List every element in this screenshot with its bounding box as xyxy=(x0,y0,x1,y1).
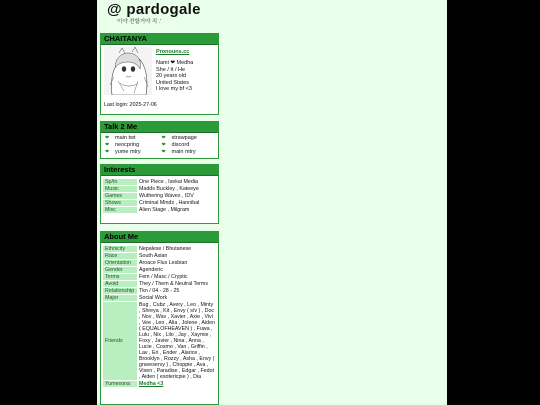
about-panel xyxy=(100,231,219,405)
table-row xyxy=(103,186,217,192)
bio-line: I love my bf <3 xyxy=(156,86,192,93)
table-row xyxy=(103,302,217,380)
row-value: Nepalese / Bhutanese xyxy=(139,246,192,252)
table-row xyxy=(103,246,217,252)
pronouns-link[interactable]: Pronouns.cc xyxy=(156,49,190,55)
page-title: @ pardogale xyxy=(107,1,201,18)
table-row xyxy=(103,207,217,213)
row-value: Social Work xyxy=(139,295,168,301)
table-row xyxy=(103,179,217,185)
row-label: Friends xyxy=(103,302,137,380)
talk-row xyxy=(105,149,217,156)
row-label: Orientation xyxy=(103,260,137,266)
interests-panel xyxy=(100,164,219,224)
row-value: Bug , Cubz , Avery , Leo , Minty , Shreya , Kit , Envy ( s/v ) , Doc , Nov , Wav , Xavier , Axie , Vivi , Vee , Leo , Alia , Jolene , Aiden ( EQUALOFHEAVEN ) , Fuwa , Lulu , Nix , Lilo , Jay , Xaymie , Foxy , Javier , Nina , Anna , Lucie , Cosmo , Van , Griffin , Lav , Eri , Ender , Alarice , Brooklyn , Rozzy , Asha , Envy ( graveservy ) , Choppie , Ava , Vixen , Paradise , Edgar , Fedot , Aiden ( esotericpie ) , Dia xyxy=(139,302,215,380)
row-value: Tkn / 04 - 28 - 25 xyxy=(139,288,180,294)
row-label: Shows xyxy=(103,200,137,206)
row-value: Aroace Flux Lesbian xyxy=(139,260,188,266)
bio-line: She / It / He xyxy=(156,66,186,73)
talk-panel xyxy=(100,121,219,159)
bio-line: Nami ❤ Medha xyxy=(156,60,194,67)
link-main-mtry[interactable]: main mtry xyxy=(171,149,196,155)
talk-links xyxy=(105,135,217,156)
row-value: South Asian xyxy=(139,253,168,259)
row-label: Ethnicity xyxy=(103,246,137,252)
interests-heading: Interests xyxy=(101,165,218,176)
link-main-twt[interactable]: main twt xyxy=(115,135,136,141)
row-value: Madds Buckley , Kateeye xyxy=(139,186,199,192)
link-neocpring[interactable]: neocpring xyxy=(115,142,140,148)
row-label: Avoid xyxy=(103,281,137,287)
profile-heading: CHAITANYA xyxy=(101,34,218,45)
table-row xyxy=(103,274,217,280)
row-value: Fem / Masc / Cryptic xyxy=(139,274,188,280)
row-label: Misc xyxy=(103,207,137,213)
table-row xyxy=(103,200,217,206)
talk-row xyxy=(105,135,217,142)
table-row xyxy=(103,281,217,287)
heart-icon: ❤ xyxy=(161,135,166,141)
talk-row xyxy=(105,142,217,149)
table-row xyxy=(103,260,217,266)
link-strawpage[interactable]: strawpage xyxy=(171,135,197,141)
page-header xyxy=(103,0,443,30)
row-label: Games xyxy=(103,193,137,199)
page-subtitle: 이야 전할거야 직 .' xyxy=(117,19,162,25)
row-label: Sp/In xyxy=(103,179,137,185)
heart-icon: ❤ xyxy=(161,149,166,155)
row-value: Alien Stage , Milgram xyxy=(139,207,190,213)
row-label: Relationship xyxy=(103,288,137,294)
row-value: Criminal Minds , Hannibal xyxy=(139,200,200,206)
heart-icon: ❤ xyxy=(161,142,166,148)
row-label: Music xyxy=(103,186,137,192)
avatar xyxy=(104,47,152,95)
table-row xyxy=(103,193,217,199)
table-row xyxy=(103,253,217,259)
about-table xyxy=(103,245,217,388)
row-label: Major xyxy=(103,295,137,301)
table-row xyxy=(103,288,217,294)
yumesona-link[interactable]: Medha <3 xyxy=(139,381,164,387)
row-value: One Piece , Isekai Media xyxy=(139,179,198,185)
bio-line: 20 years old xyxy=(156,73,186,80)
about-heading: About Me xyxy=(101,232,218,243)
row-label: Terms xyxy=(103,274,137,280)
table-row xyxy=(103,267,217,273)
row-label: Race xyxy=(103,253,137,259)
heart-icon: ❤ xyxy=(105,149,110,155)
row-label: Yumesona xyxy=(103,381,137,387)
profile-bio xyxy=(156,49,218,92)
row-value: Agenderic xyxy=(139,267,163,273)
table-row xyxy=(103,381,217,387)
profile-panel xyxy=(100,33,219,115)
talk-heading: Talk 2 Me xyxy=(101,122,218,133)
heart-icon: ❤ xyxy=(105,142,110,148)
row-value: Wuthering Waves , IDV xyxy=(139,193,194,199)
profile-page xyxy=(97,0,447,405)
last-login: Last login: 2025-27-06 xyxy=(104,102,157,108)
table-row xyxy=(103,295,217,301)
link-discord[interactable]: discord xyxy=(171,142,190,148)
link-yume-mtry[interactable]: yume mtry xyxy=(115,149,141,155)
row-value: They / Them & Neutral Terms xyxy=(139,281,208,287)
bio-line: United States xyxy=(156,79,190,86)
row-label: Gender xyxy=(103,267,137,273)
heart-icon: ❤ xyxy=(105,135,110,141)
interests-table xyxy=(103,178,217,214)
